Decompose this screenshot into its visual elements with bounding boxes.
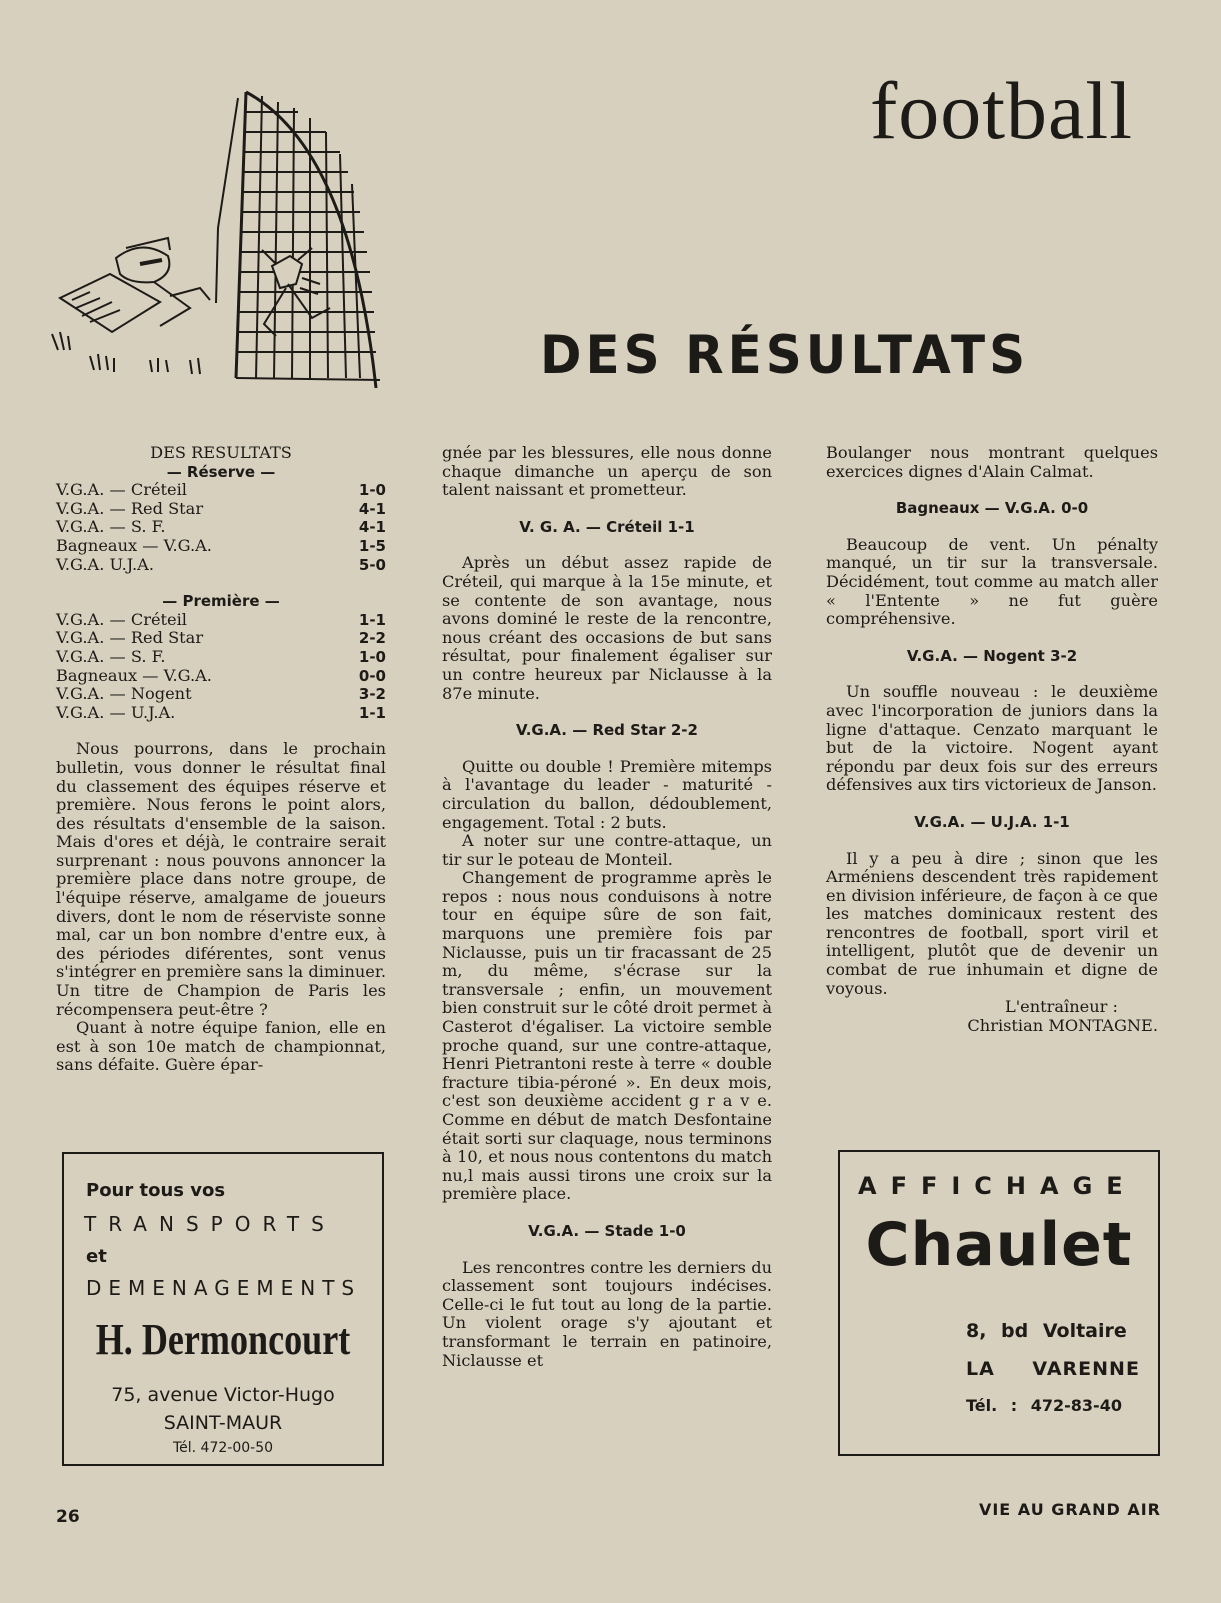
ad-line: DEMENAGEMENTS <box>86 1276 362 1300</box>
paragraph: Un souffle nouveau : le deuxième avec l'incorporation de juniors dans la ligne d'attaque. Cenzato marquant le but de la victoire. Nogent ayant répondu par deux fois sur des erreurs défensives aux tirs victorieux de Janson. <box>826 682 1158 795</box>
ad-company-name: Chaulet <box>865 1210 1133 1280</box>
paragraph: Boulanger nous montrant quelques exercices dignes d'Alain Calmat. <box>826 443 1158 481</box>
ad-city: SAINT-MAUR <box>163 1412 283 1434</box>
result-row: V.G.A. — U.J.A. 1-1 <box>56 702 386 722</box>
premiere-results-list <box>56 611 386 723</box>
result-row: V.G.A. U.J.A. 5-0 <box>56 554 386 574</box>
section-title: football <box>869 65 1133 156</box>
result-row: V.G.A. — Nogent 3-2 <box>56 684 386 704</box>
paragraph: Quitte ou double ! Première mitemps à l'avantage du leader - maturité - circulation du ballon, dédoublement, engagement. Total : 2 buts. <box>442 756 772 832</box>
result-row: V.G.A. — Red Star 2-2 <box>56 628 386 648</box>
page-number: 26 <box>56 1507 80 1527</box>
ad-line: et <box>86 1246 107 1267</box>
result-row: V.G.A. — Red Star 4-1 <box>56 498 386 518</box>
paragraph: Beaucoup de vent. Un pénalty manqué, un tir sur la transversale. Décidément, tout comme au match aller « l'Entente » ne fut guère compréhensive. <box>826 534 1158 629</box>
paragraph: Quant à notre équipe fanion, elle en est à son 10e match de championnat, sans défaite. Guère épar- <box>56 1018 386 1075</box>
ad-address: 8, bd Voltaire <box>966 1320 1127 1342</box>
paragraph: Après un début assez rapide de Créteil, qui marque à la 15e minute, et se contente de son avantage, nous avons dominé le reste de la rencontre, nous créant des occasions de but sans résultat, pour finalement égaliser sur un contre heureux par Niclausse à la 87e minute. <box>442 553 772 703</box>
column-3 <box>826 444 1158 1035</box>
paragraph: gnée par les blessures, elle nous donne chaque dimanche un aperçu de son talent naissant et prometteur. <box>442 443 772 500</box>
match-subheading: Bagneaux — V.G.A. 0-0 <box>895 499 1089 518</box>
results-title: DES RESULTATS <box>150 443 292 462</box>
ad-company-name: H. Dermoncourt <box>95 1315 351 1364</box>
reserve-heading: — Réserve — <box>166 462 276 481</box>
match-subheading: V. G. A. — Créteil 1-1 <box>519 517 695 536</box>
result-row: Bagneaux — V.G.A. 0-0 <box>56 665 386 685</box>
goalkeeper-cartoon-illustration <box>50 88 390 398</box>
advertisement-dermoncourt <box>62 1152 384 1466</box>
ad-line: TRANSPORTS <box>84 1212 336 1236</box>
match-subheading: V.G.A. — U.J.A. 1-1 <box>914 812 1070 831</box>
paragraph: Nous pourrons, dans le prochain bulletin, vous donner le résultat final du classement des équipes réserve et première. Nous ferons le point alors, des résultats d'ensemble de la saison. Mais d'ores et déjà, le contraire serait surprenant : nous pouvons annoncer la première place dans notre groupe, de l'équipe réserve, amalgame de joueurs divers, dont le nom de réserviste sonne mal, car un bon nombre d'entre eux, à des périodes diférentes, sont venus s'intégrer en première sans la diminuer. Un titre de Champion de Paris les récompensera peut-être ? <box>56 739 386 1019</box>
ad-address: 75, avenue Victor-Hugo <box>111 1384 335 1406</box>
ad-phone: Tél. : 472-83-40 <box>966 1396 1122 1415</box>
ad-city: LA VARENNE <box>966 1358 1140 1380</box>
result-row: V.G.A. — Créteil 1-0 <box>56 480 386 500</box>
result-row: Bagneaux — V.G.A. 1-5 <box>56 535 386 555</box>
match-subheading: V.G.A. — Stade 1-0 <box>528 1221 686 1240</box>
paragraph: Changement de programme après le repos : nous nous conduisons à notre tour en équipe sûre de son fait, marquons une première fois par Niclausse, puis un tir fracassant de 25 m, du même, s'écrase sur la transversale ; enfin, un mouvement bien construit sur le côté droit permet à Casterot d'égaliser. La victoire semble proche quand, sur une contre-attaque, Henri Pietrantoni reste à terre « double fracture tibia-péroné ». En deux mois, c'est son deuxième accident g r a v e. Comme en début de match Desfontaine était sorti sur claquage, nous terminons à 10, et nous nous contentons du match nu,l mais aussi tirons une croix sur la première place. <box>442 868 772 1204</box>
paragraph: Il y a peu à dire ; sinon que les Arméniens descendent très rapidement en division inférieure, de façon à ce que les matches dominicaux restent des rencontres de football, sport viril et intelligent, plutôt que de devenir un combat de rue inhumain et digne de voyous. <box>826 848 1158 998</box>
column-2 <box>442 444 772 1370</box>
paragraph: Les rencontres contre les derniers du classement sont toujours indécises. Celle-ci le fut tout au long de la partie. Un violent orage s'y ajoutant et transformant le terrain en patinoire, Niclausse et <box>442 1257 772 1370</box>
result-row: V.G.A. — Créteil 1-1 <box>56 609 386 629</box>
ad-line: AFFICHAGE <box>858 1172 1137 1200</box>
match-subheading: V.G.A. — Nogent 3-2 <box>906 646 1078 665</box>
ad-phone: Tél. 472-00-50 <box>172 1440 274 1456</box>
result-row: V.G.A. — S. F. 4-1 <box>56 517 386 537</box>
column-1 <box>56 444 386 1075</box>
ad-line: Pour tous vos <box>86 1180 226 1201</box>
article-headline: DES RÉSULTATS <box>540 324 1030 386</box>
signature-name: Christian MONTAGNE. <box>967 1015 1158 1035</box>
match-subheading: V.G.A. — Red Star 2-2 <box>516 721 698 740</box>
signature-role: L'entraîneur : <box>1004 997 1118 1017</box>
magazine-title: VIE AU GRAND AIR <box>978 1500 1161 1519</box>
paragraph: A noter sur une contre-attaque, un tir sur le poteau de Monteil. <box>442 831 772 869</box>
premiere-heading: — Première — <box>162 592 280 611</box>
reserve-results-list <box>56 481 386 574</box>
result-row: V.G.A. — S. F. 1-0 <box>56 646 386 666</box>
advertisement-chaulet <box>838 1150 1160 1456</box>
